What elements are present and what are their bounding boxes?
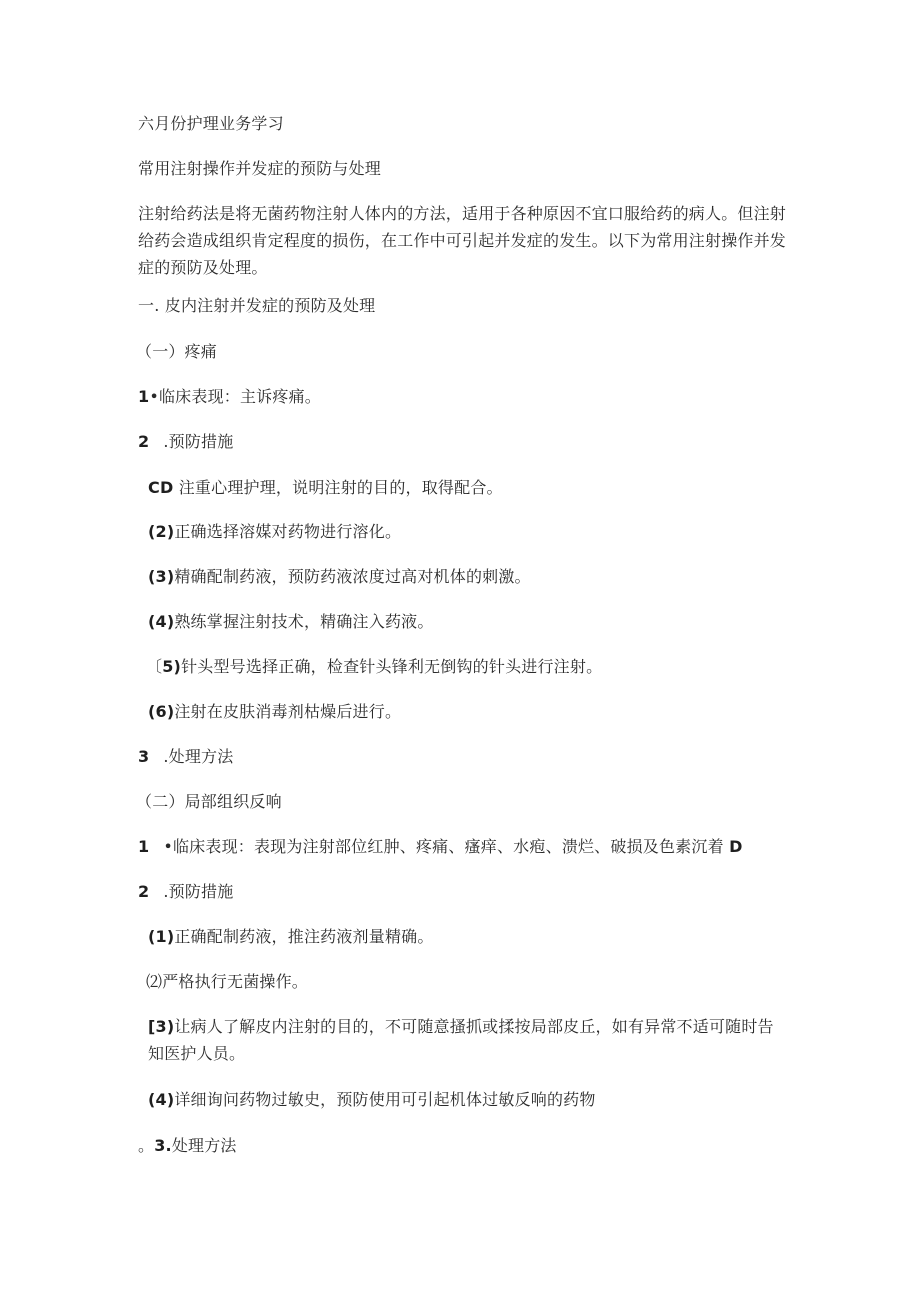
end-number: 3.	[154, 1136, 172, 1155]
measure-number: 5)	[162, 657, 182, 676]
measure-number: CD	[148, 478, 174, 497]
measure-text: 注重心理护理，说明注射的目的，取得配合。	[178, 478, 503, 497]
measure-number: (4)	[148, 612, 175, 631]
measure-number: (1)	[148, 927, 175, 946]
sub2-item1	[138, 835, 743, 859]
item-number: 3	[138, 747, 150, 766]
item-number: 2	[138, 882, 150, 901]
measure-number: (3)	[148, 567, 175, 586]
measure-text: 详细询问药物过敏史，预防使用可引起机体过敏反响的药物	[174, 1090, 596, 1109]
month-title: 六月份护理业务学习	[138, 114, 284, 133]
measure-text: 精确配制药液，预防药液浓度过高对机体的刺激。	[174, 567, 531, 586]
sub2-item2	[138, 880, 233, 904]
sub2-measure-3	[148, 1013, 788, 1067]
measure-prefix: 〔	[146, 657, 163, 676]
item-number: 2	[138, 432, 150, 451]
section1-heading: 一. 皮内注射并发症的预防及处理	[138, 296, 376, 315]
sub2-measure-4	[148, 1088, 596, 1112]
sub1-heading: （一）疼痛	[136, 342, 218, 361]
topic-title: 常用注射操作并发症的预防与处理	[138, 159, 382, 178]
measure-number: (2)	[148, 522, 175, 541]
intro-paragraph: 注射给药法是将无菌药物注射人体内的方法，适用于各种原因不宜口服给药的病人。但注射给药会造成组织肯定程度的损伤，在工作中可引起并发症的发生。以下为常用注射操作并发症的预防及处理。	[138, 204, 787, 277]
sub1-measure-1	[148, 476, 503, 500]
end-prefix: 。	[138, 1136, 155, 1155]
sub2-measure-1	[148, 925, 434, 949]
sub2-measure-2: ⑵严格执行无菌操作。	[146, 972, 309, 991]
measure-text: 正确配制药液，推注药液剂量精确。	[174, 927, 434, 946]
measure-number: [3)	[148, 1017, 175, 1036]
item-text: •临床表现：表现为注射部位红肿、疼痛、瘙痒、水疱、溃烂、破损及色素沉着	[163, 837, 724, 856]
sub1-measure-2	[148, 520, 401, 544]
item-text: .预防措施	[163, 432, 234, 451]
item-text: •临床表现：主诉疼痛。	[149, 387, 321, 406]
measure-number: (4)	[148, 1090, 175, 1109]
sub1-item2	[138, 430, 233, 454]
item-tail: D	[729, 837, 743, 856]
measure-text: 熟练掌握注射技术，精确注入药液。	[174, 612, 434, 631]
measure-number: (6)	[148, 702, 175, 721]
item-text: .预防措施	[163, 882, 234, 901]
measure-text: 注射在皮肤消毒剂枯燥后进行。	[174, 702, 402, 721]
item-text: .处理方法	[163, 747, 234, 766]
sub1-measure-5	[146, 655, 602, 679]
sub2-heading: （二）局部组织反响	[136, 792, 282, 811]
sub1-item3	[138, 745, 233, 769]
item-number: 1	[138, 387, 150, 406]
measure-text: 正确选择溶媒对药物进行溶化。	[174, 522, 402, 541]
item-number: 1	[138, 837, 150, 856]
sub1-measure-3	[148, 565, 531, 589]
sub1-measure-4	[148, 610, 434, 634]
end-text: 处理方法	[171, 1136, 237, 1155]
measure-text: 让病人了解皮内注射的目的，不可随意搔抓或揉按局部皮丘，如有异常不适可随时告知医护人员。	[148, 1017, 774, 1063]
sub1-measure-6	[148, 700, 401, 724]
sub1-item1	[138, 385, 321, 409]
sub2-end-item	[138, 1134, 237, 1158]
measure-text: 针头型号选择正确，检查针头锋利无倒钩的针头进行注射。	[181, 657, 603, 676]
